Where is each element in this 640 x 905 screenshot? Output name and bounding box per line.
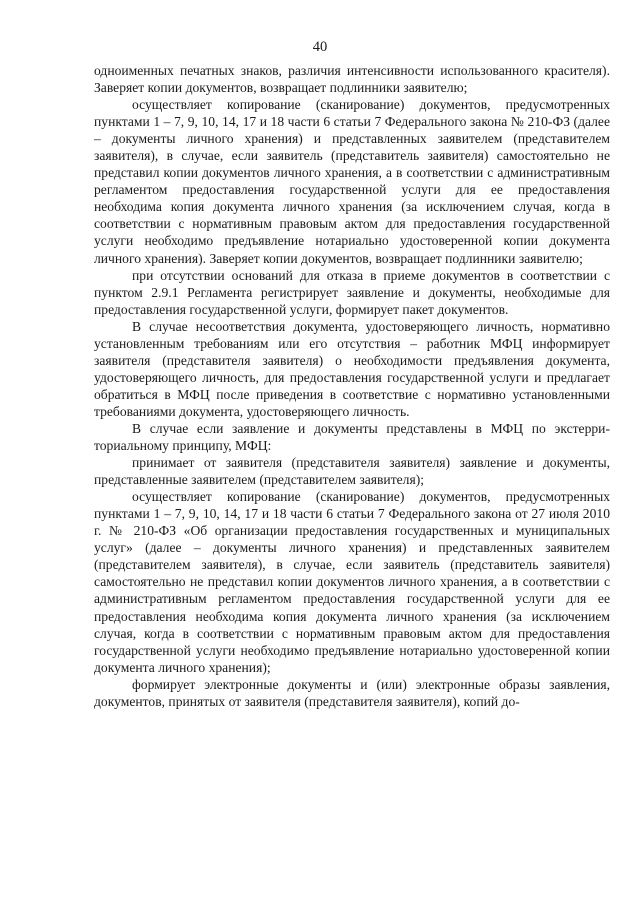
paragraph-1: одноименных печатных знаков, различия интенсивности использованного красителя). Заверяет копии документов, возвращает подлинники заявителю; (94, 63, 610, 96)
paragraph-6: принимает от заявителя (представителя заявителя) заявление и документы, представленные заявителем (представителем заявителя); (94, 455, 610, 488)
paragraph-5: В случае если заявление и документы представлены в МФЦ по экстерриториальному принципу, МФЦ: (94, 420, 610, 454)
paragraph-3: при отсутствии оснований для отказа в приеме документов в соответствии с пунктом 2.9.1 Регламента регистрирует заявление и документы, необходимые для предоставления государственной услуги, формирует пакет документов. (94, 267, 610, 317)
paragraph-4: В случае несоответствия документа, удостоверяющего личность, нормативно установленным требованиям или его отсутствия – работник МФЦ информирует заявителя (представителя заявителя) о необходимости предъявления документа, удостоверяющего личность, для предоставления государственной услуги и предлагает обратиться в МФЦ после приведения в соответствие с нормативно установленными требованиями документа, удостоверяющего личность. (94, 318, 610, 419)
paragraph-2: осуществляет копирование (сканирование) документов, предусмотренных пунктами 1 – 7, 9, 10, 14, 17 и 18 части 6 статьи 7 Федерального закона № 210-ФЗ (далее – документы личного хранения) и представленных заявителем (представителем заявителя), в случае, если заявитель (представитель заявителя) самостоятельно не представил копии документов личного хранения, а в соответствии с административным регламентом предоставления государственной услуги для ее предоставления необходима копия документа личного хранения (за исключением случая, когда в соответствии с нормативным правовым актом для предоставления государственной услуги необходимо предъявление нотариально удостоверенной копии документа личного хранения). Заверяет копии документов, возвращает подлинники заявителю; (94, 97, 610, 266)
document-body (94, 62, 610, 710)
paragraph-7: осуществляет копирование (сканирование) документов, предусмотренных пунктами 1 – 7, 9, 10, 14, 17 и 18 части 6 статьи 7 Федерального закона от 27 июля 2010 г. № 210-ФЗ «Об организации предоставления государственных и муниципальных услуг» (далее – документы личного хранения) и представленных заявителем (представителем заявителя), в случае, если заявитель (представитель заявителя) самостоятельно не представил копии документов личного хранения, а в соответствии с административным регламентом предоставления государственной услуги для ее предоставления необходима копия документа личного хранения (за исключением случая, когда в соответствии с нормативным правовым актом для предоставления государственной услуги необходимо предъявление нотариально удостоверенной копии документа личного хранения); (94, 489, 610, 675)
paragraph-8: формирует электронные документы и (или) электронные образы заявления, документов, принятых от заявителя (представителя заявителя), копий до- (94, 676, 610, 709)
page-number: 40 (312, 39, 328, 55)
